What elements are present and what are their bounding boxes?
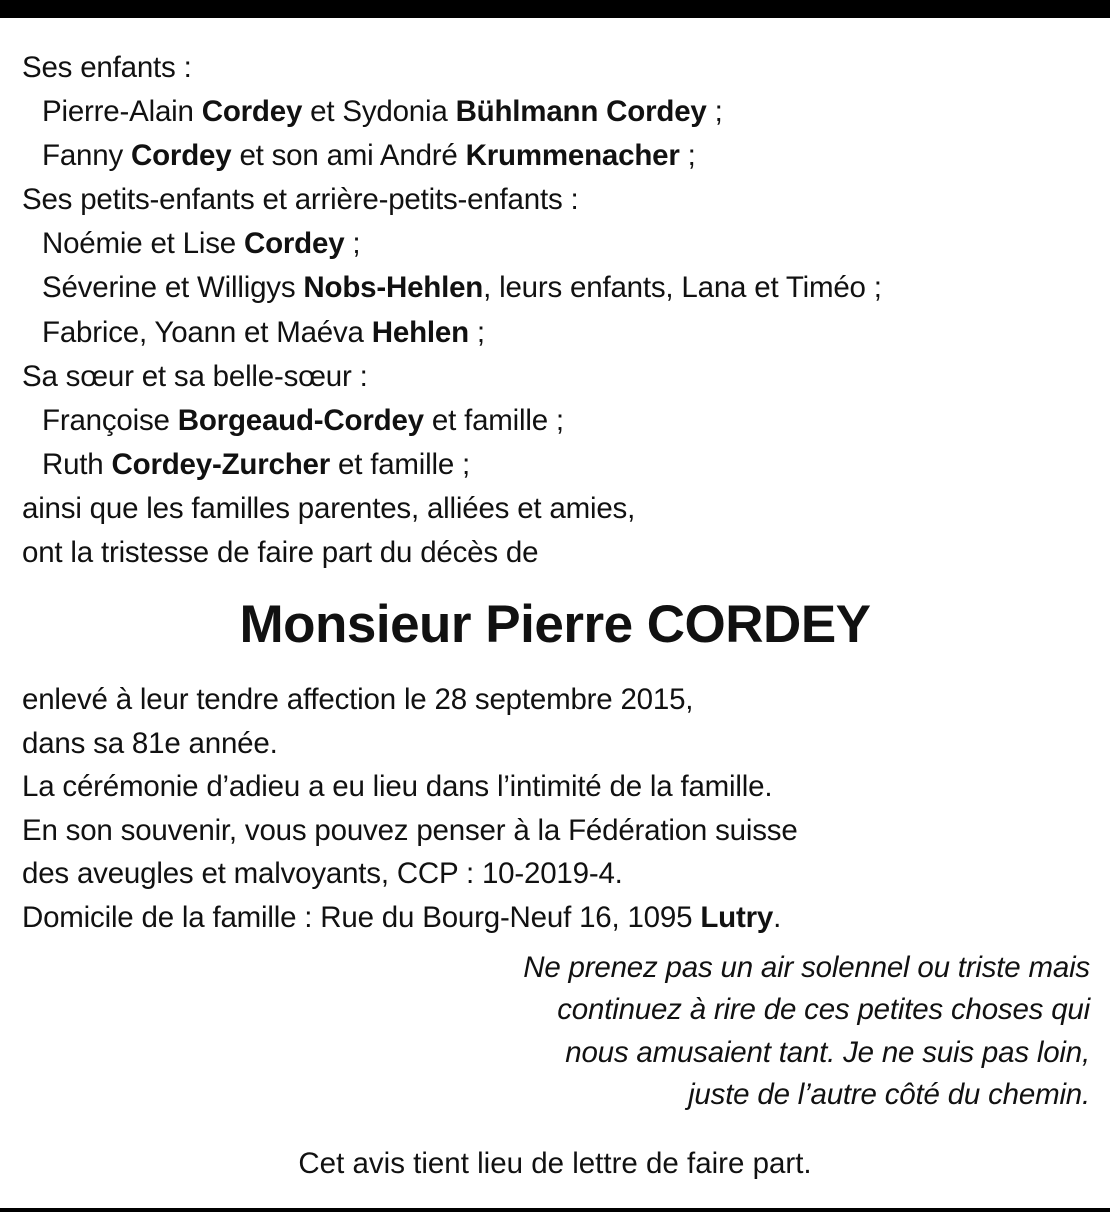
quote-line: juste de l’autre côté du chemin. [688,1077,1090,1111]
domicile-line: Domicile de la famille : Rue du Bourg-Neuf 16, 1095 Lutry. [22,900,782,934]
bottom-rule [0,1208,1110,1212]
quote-line: continuez à rire de ces petites choses qui [557,993,1090,1027]
surname: Cordey [131,139,232,173]
top-rule [0,0,1110,18]
quote-line: nous amusaient tant. Je ne suis pas loin, [565,1035,1090,1069]
donation-line-1: En son souvenir, vous pouvez penser à la Fédération suisse [22,813,798,847]
children-heading: Ses enfants : [22,51,192,84]
surname: Cordey [201,95,303,129]
grandchild-entry-1: Noémie et Lise Cordey ; [42,227,361,261]
grandchildren-heading: Ses petits-enfants et arrière-petits-enfants : [22,183,579,217]
quote-block [90,947,1090,1116]
child-entry-1: Pierre-Alain Cordey et Sydonia Bühlmann Cordey ; [42,95,723,129]
extended-family-line: ainsi que les familles parentes, alliées et amies, [22,491,636,525]
surname: Hehlen [371,315,469,349]
quote-line: Ne prenez pas un air solennel ou triste mais [523,951,1090,984]
notice-details [22,678,1092,939]
grandchild-entry-3: Fabrice, Yoann et Maéva Hehlen ; [42,315,485,349]
child-entry-2: Fanny Cordey et son ami André Krummenacher ; [42,139,696,173]
surname: Nobs-Hehlen [303,271,484,305]
surname: Borgeaud-Cordey [177,403,424,437]
closing-note: Cet avis tient lieu de lettre de faire part. [298,1147,812,1180]
donation-line-2: des aveugles et malvoyants, CCP : 10-2019-4. [22,857,623,890]
sibling-entry-2: Ruth Cordey-Zurcher et famille ; [42,447,471,481]
sibling-entry-1: Françoise Borgeaud-Cordey et famille ; [42,403,564,437]
town: Lutry [700,900,774,934]
surname: Krummenacher [465,139,680,173]
ceremony-line: La cérémonie d’adieu a eu lieu dans l’intimité de la famille. [22,770,773,803]
surname: Cordey [243,227,345,261]
death-date-line: enlevé à leur tendre affection le 28 septembre 2015, [22,683,694,716]
announcement-line: ont la tristesse de faire part du décès de [22,536,539,570]
surname: Bühlmann Cordey [455,95,707,129]
age-line: dans sa 81e année. [22,726,278,760]
surname: Cordey-Zurcher [111,447,331,481]
siblings-heading: Sa sœur et sa belle-sœur : [22,359,368,393]
deceased-name: Monsieur Pierre CORDEY [239,595,871,654]
grandchild-entry-2: Séverine et Willigys Nobs-Hehlen, leurs enfants, Lana et Timéo ; [42,271,882,305]
family-list [22,46,1092,575]
